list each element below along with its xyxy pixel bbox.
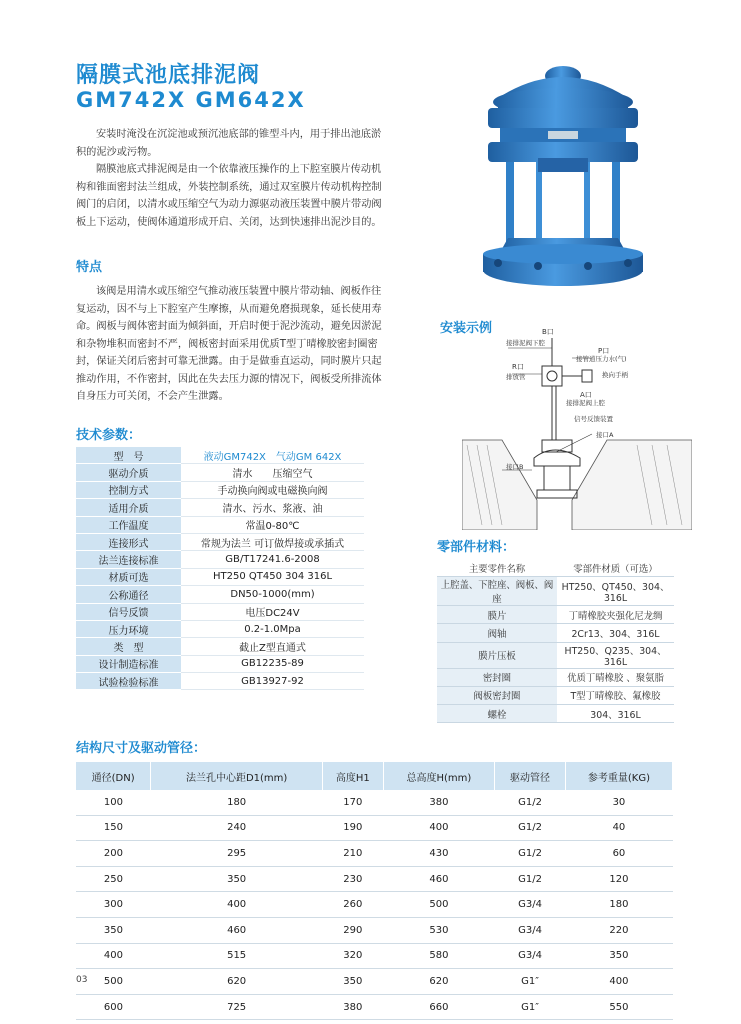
dimensions-cell: 350 xyxy=(76,917,151,943)
dimensions-cell: 400 xyxy=(383,815,495,841)
install-heading: 安装示例 xyxy=(440,321,493,336)
dimensions-column-header: 参考重量(KG) xyxy=(565,762,672,790)
spec-key: 工作温度 xyxy=(76,516,181,533)
spec-value: GB12235-89 xyxy=(181,655,364,672)
features-heading: 特点 xyxy=(76,260,103,275)
dimensions-cell: 530 xyxy=(383,917,495,943)
parts-row xyxy=(437,668,674,686)
dimensions-heading: 结构尺寸及驱动管径： xyxy=(76,741,207,756)
spec-row xyxy=(76,464,364,481)
parts-heading: 零部件材料： xyxy=(437,540,516,555)
part-material: HT250、QT450、304、316L xyxy=(557,577,674,606)
dimensions-cell: G1/2 xyxy=(495,841,566,867)
dimensions-column-header: 高度H1 xyxy=(322,762,383,790)
spec-value: 截止Z型直通式 xyxy=(181,638,364,655)
dimensions-cell: G3/4 xyxy=(495,917,566,943)
dimensions-cell: 210 xyxy=(322,841,383,867)
spec-key: 类 型 xyxy=(76,638,181,655)
page-number: 03 xyxy=(76,975,88,985)
dimensions-row xyxy=(76,994,673,1020)
dimensions-cell: 600 xyxy=(76,994,151,1020)
intro-paragraph-2: 隔膜池底式排泥阀是由一个依靠液压操作的上下腔室膜片传动机构和锥面密封法兰组成，外装控制系统，通过双室膜片传动机构控制阀门的启闭，以清水或压缩空气为动力源驱动液压装置中膜片带动阀板上下运动，使阀体通道形成开启、关闭，达到快速排出泥沙目的。 xyxy=(76,164,382,228)
dimensions-cell: 190 xyxy=(322,815,383,841)
part-material: HT250、Q235、304、316L xyxy=(557,642,674,668)
spec-row xyxy=(76,533,364,550)
parts-row xyxy=(437,577,674,606)
b-port-desc: 接排泥阀下腔 xyxy=(506,339,545,347)
port-a-label: 接口A xyxy=(596,431,614,439)
dimensions-cell: G1″ xyxy=(495,994,566,1020)
dimensions-cell: 260 xyxy=(322,892,383,918)
parts-header-row xyxy=(437,559,674,577)
parts-header-name: 主要零件名称 xyxy=(437,559,557,577)
spec-value: 清水 压缩空气 xyxy=(181,464,364,481)
signal-feedback-label: 信号反馈装置 xyxy=(574,415,613,423)
dimensions-cell: 250 xyxy=(76,866,151,892)
b-port-label: B口 xyxy=(542,328,554,336)
dimensions-cell: G1/2 xyxy=(495,790,566,815)
dimensions-cell: 400 xyxy=(565,969,672,995)
parts-row xyxy=(437,704,674,722)
page-title: 隔膜式池底排泥阀 xyxy=(76,63,261,88)
spec-row xyxy=(76,586,364,603)
dimensions-column-header: 法兰孔中心距D1(mm) xyxy=(151,762,323,790)
dimensions-cell: 240 xyxy=(151,815,323,841)
part-material: 2Cr13、304、316L xyxy=(557,624,674,642)
spec-key: 试验检验标准 xyxy=(76,673,181,690)
spec-key: 信号反馈 xyxy=(76,603,181,620)
parts-row xyxy=(437,642,674,668)
dimensions-cell: 500 xyxy=(76,969,151,995)
r-port-desc: 排放管 xyxy=(506,373,526,381)
spec-key: 法兰连接标准 xyxy=(76,551,181,568)
p-port-label: P口 xyxy=(598,347,610,355)
spec-value: 手动换向阀或电磁换向阀 xyxy=(181,481,364,498)
dimensions-row xyxy=(76,815,673,841)
spec-key: 控制方式 xyxy=(76,481,181,498)
dimensions-cell: 400 xyxy=(76,943,151,969)
dimensions-cell: 460 xyxy=(383,866,495,892)
r-port-label: R口 xyxy=(512,363,524,371)
dimensions-cell: 220 xyxy=(565,917,672,943)
part-name: 上腔盖、下腔座、阀板、阀座 xyxy=(437,577,557,606)
dimensions-cell: 120 xyxy=(565,866,672,892)
dimensions-row xyxy=(76,841,673,867)
part-material: 304、316L xyxy=(557,704,674,722)
spec-value: HT250 QT450 304 316L xyxy=(181,568,364,585)
dimensions-row xyxy=(76,866,673,892)
dimensions-cell: 180 xyxy=(151,790,323,815)
dimensions-cell: 430 xyxy=(383,841,495,867)
dimensions-row xyxy=(76,969,673,995)
spec-key: 适用介质 xyxy=(76,499,181,516)
spec-key: 连接形式 xyxy=(76,533,181,550)
dimensions-cell: 725 xyxy=(151,994,323,1020)
dimensions-cell: G1″ xyxy=(495,969,566,995)
dimensions-cell: 40 xyxy=(565,815,672,841)
dimensions-cell: 550 xyxy=(565,994,672,1020)
spec-row xyxy=(76,499,364,516)
dimensions-cell: 400 xyxy=(151,892,323,918)
spec-row xyxy=(76,603,364,620)
port-b-label: 接口B xyxy=(506,463,524,471)
switch-handle-label: 换向手柄 xyxy=(602,371,628,379)
dimensions-cell: 295 xyxy=(151,841,323,867)
spec-key: 公称通径 xyxy=(76,586,181,603)
dimensions-cell: 100 xyxy=(76,790,151,815)
dimensions-cell: 290 xyxy=(322,917,383,943)
spec-value: GB/T17241.6-2008 xyxy=(181,551,364,568)
intro-paragraph-1: 安装时淹没在沉淀池或预沉池底部的锥型斗内，用于排出池底淤积的泥沙或污物。 xyxy=(76,129,382,158)
parts-row xyxy=(437,606,674,624)
dimensions-row xyxy=(76,892,673,918)
dimensions-cell: 500 xyxy=(383,892,495,918)
spec-row xyxy=(76,568,364,585)
part-name: 阀板密封圈 xyxy=(437,686,557,704)
dimensions-cell: 30 xyxy=(565,790,672,815)
part-name: 阀轴 xyxy=(437,624,557,642)
spec-value: GB13927-92 xyxy=(181,673,364,690)
dimensions-cell: 580 xyxy=(383,943,495,969)
dimensions-table xyxy=(76,762,673,1020)
dimensions-header-row xyxy=(76,762,673,790)
intro-text xyxy=(76,126,388,231)
model-title: GM742X GM642X xyxy=(76,88,306,112)
install-diagram xyxy=(462,330,692,530)
part-material: 丁晴橡胶夹强化尼龙绸 xyxy=(557,606,674,624)
dimensions-row xyxy=(76,917,673,943)
spec-row xyxy=(76,655,364,672)
spec-value: 电压DC24V xyxy=(181,603,364,620)
dimensions-cell: 460 xyxy=(151,917,323,943)
spec-key: 设计制造标准 xyxy=(76,655,181,672)
part-material: T型丁晴橡胶、氟橡胶 xyxy=(557,686,674,704)
a-port-desc: 接排泥阀上腔 xyxy=(566,399,605,407)
dimensions-cell: 320 xyxy=(322,943,383,969)
spec-row xyxy=(76,673,364,690)
a-port-label: A口 xyxy=(580,391,592,399)
valve-product-image xyxy=(478,58,648,294)
spec-row xyxy=(76,447,364,464)
parts-row xyxy=(437,686,674,704)
spec-value: 清水、污水、浆液、油 xyxy=(181,499,364,516)
dimensions-cell: G3/4 xyxy=(495,943,566,969)
specs-table xyxy=(76,447,364,690)
spec-key: 型 号 xyxy=(76,447,181,464)
parts-table xyxy=(437,559,674,723)
dimensions-cell: 230 xyxy=(322,866,383,892)
dimensions-cell: 350 xyxy=(565,943,672,969)
p-port-desc: 接管道压力水(气) xyxy=(576,355,627,363)
dimensions-cell: G3/4 xyxy=(495,892,566,918)
parts-header-material: 零部件材质（可选） xyxy=(557,559,674,577)
dimensions-cell: 350 xyxy=(322,969,383,995)
dimensions-cell: 660 xyxy=(383,994,495,1020)
part-name: 膜片压板 xyxy=(437,642,557,668)
dimensions-cell: 200 xyxy=(76,841,151,867)
features-text xyxy=(76,283,388,406)
parts-row xyxy=(437,624,674,642)
dimensions-cell: 620 xyxy=(383,969,495,995)
dimensions-cell: 380 xyxy=(383,790,495,815)
spec-value: 常温0-80℃ xyxy=(181,516,364,533)
dimensions-cell: G1/2 xyxy=(495,866,566,892)
dimensions-cell: 300 xyxy=(76,892,151,918)
spec-key: 材质可选 xyxy=(76,568,181,585)
dimensions-cell: 150 xyxy=(76,815,151,841)
spec-row xyxy=(76,638,364,655)
part-name: 螺栓 xyxy=(437,704,557,722)
features-paragraph: 该阀是用清水或压缩空气推动液压装置中膜片带动轴、阀板作往复运动，因不与上下腔室产生摩擦，从而避免磨损现象，延长使用寿命。阀板与阀体密封面为倾斜面，开启时便于泥沙流动，避免因淤泥和杂物堆积而密封不严，阀板密封面采用优质T型丁晴橡胶密封圈密封，保证关闭后密封可靠无泄露。由于是做垂直运动，同时膜片只起推动作用，不作密封，因此在失去压力源的情况下，阀板受所排流体自身压力可关闭，不会产生泄露。 xyxy=(76,286,382,402)
dimensions-cell: 515 xyxy=(151,943,323,969)
dimensions-cell: 620 xyxy=(151,969,323,995)
dimensions-cell: G1/2 xyxy=(495,815,566,841)
spec-key: 驱动介质 xyxy=(76,464,181,481)
part-material: 优质丁晴橡胶 、聚氨脂 xyxy=(557,668,674,686)
dimensions-cell: 380 xyxy=(322,994,383,1020)
dimensions-cell: 60 xyxy=(565,841,672,867)
spec-value: DN50-1000(mm) xyxy=(181,586,364,603)
spec-row xyxy=(76,516,364,533)
dimensions-column-header: 驱动管径 xyxy=(495,762,566,790)
part-name: 密封圈 xyxy=(437,668,557,686)
dimensions-row xyxy=(76,943,673,969)
dimensions-cell: 180 xyxy=(565,892,672,918)
spec-key: 压力环境 xyxy=(76,620,181,637)
spec-row xyxy=(76,620,364,637)
specs-heading: 技术参数： xyxy=(76,428,142,443)
dimensions-column-header: 总高度H(mm) xyxy=(383,762,495,790)
spec-row xyxy=(76,481,364,498)
part-name: 膜片 xyxy=(437,606,557,624)
spec-value: 液动GM742X 气动GM 642X xyxy=(181,447,364,464)
dimensions-column-header: 通径(DN) xyxy=(76,762,151,790)
dimensions-row xyxy=(76,790,673,815)
dimensions-cell: 350 xyxy=(151,866,323,892)
spec-row xyxy=(76,551,364,568)
spec-value: 常规为法兰 可订做焊接或承插式 xyxy=(181,533,364,550)
dimensions-cell: 170 xyxy=(322,790,383,815)
spec-value: 0.2-1.0Mpa xyxy=(181,620,364,637)
